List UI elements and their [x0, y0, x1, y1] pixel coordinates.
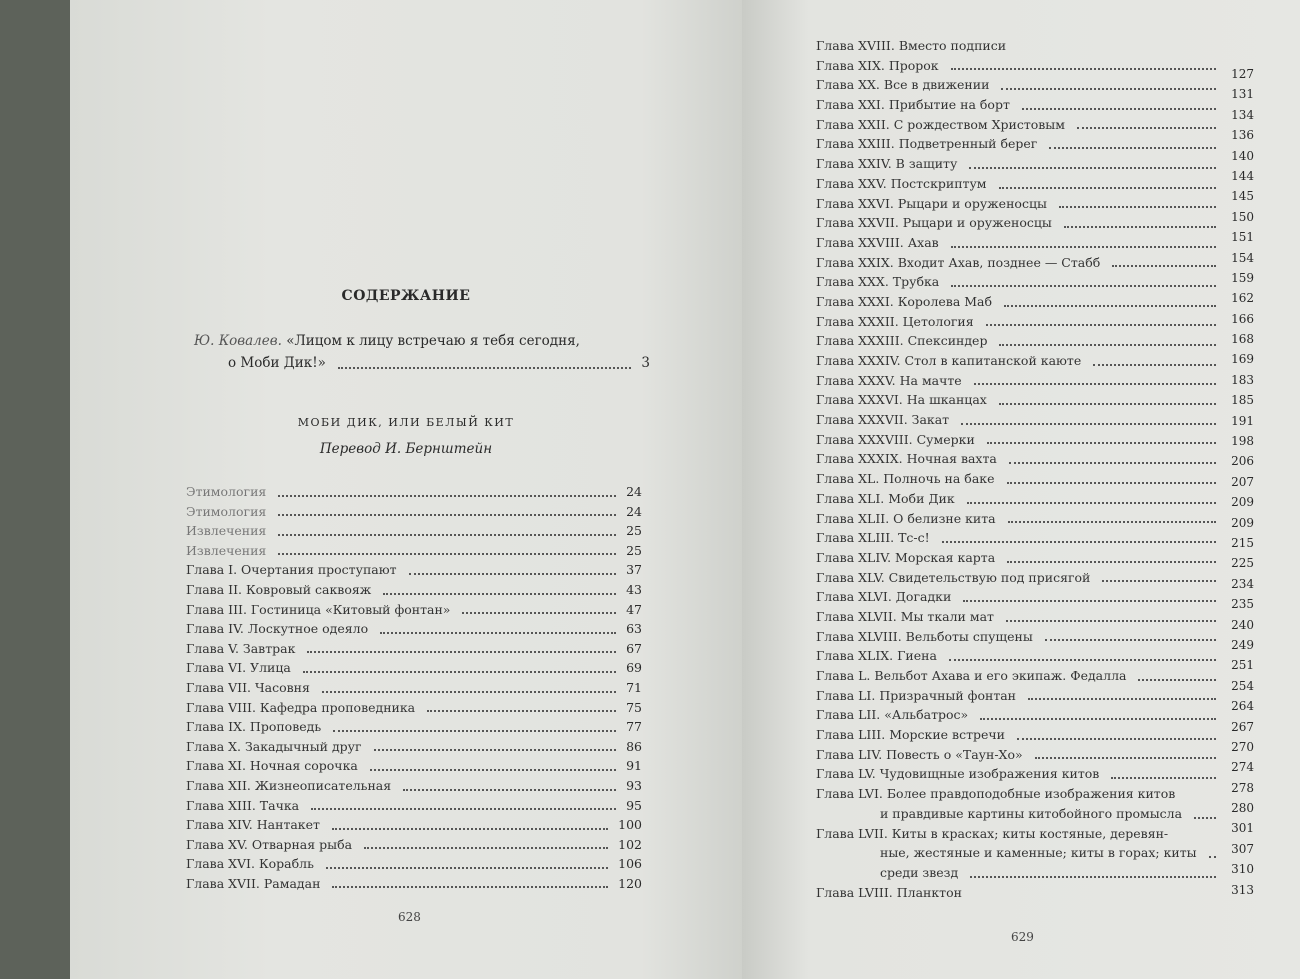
toc-entry — [816, 351, 1226, 371]
entry-title: Глава L. Вельбот Ахава и его экипаж. Федалла — [816, 668, 1127, 683]
dot-leader — [1009, 452, 1216, 464]
entry-title: Глава XLIII. Тс-с! — [816, 530, 930, 546]
translator: Перевод И. Бернштейн — [319, 441, 493, 457]
entry-page: 95 — [626, 797, 642, 813]
dot-leader — [1001, 78, 1216, 90]
entry-page: 106 — [618, 856, 642, 872]
contents-title: СОДЕРЖАНИЕ — [341, 288, 471, 304]
dot-leader — [409, 563, 617, 575]
toc-entry — [816, 784, 1226, 804]
entry-page: 75 — [626, 699, 642, 715]
entry-page: 251 — [1231, 658, 1254, 673]
toc-entry — [816, 607, 1226, 627]
dot-leader — [980, 708, 1216, 720]
entry-title: Глава XIV. Нантакет — [186, 817, 320, 833]
entry-title: Глава XIII. Тачка — [186, 797, 300, 813]
entry-page: 144 — [1231, 168, 1254, 183]
entry-title: Глава XXXV. На мачте — [816, 372, 962, 388]
toc-entry — [186, 521, 642, 541]
entry-title: Глава XII. Жизнеописательная — [186, 777, 392, 793]
toc-entry — [816, 509, 1226, 529]
dot-leader — [462, 602, 616, 614]
entry-page: 43 — [626, 581, 642, 597]
entry-title: Глава XXV. Постскриптум — [816, 175, 987, 191]
entry-page: 270 — [1231, 739, 1254, 754]
entry-page: 310 — [1231, 862, 1254, 877]
entry-page: 24 — [626, 484, 642, 499]
toc-entry — [816, 292, 1226, 312]
entry-title: Глава XXXIX. Ночная вахта — [816, 451, 997, 467]
entry-page: 215 — [1231, 535, 1254, 550]
toc-entry — [186, 639, 642, 659]
entry-title: Глава LII. «Альбатрос» — [816, 707, 969, 723]
toc-entry — [816, 627, 1226, 647]
entry-page: 71 — [626, 679, 642, 695]
entry-title: Глава VII. Часовня — [186, 679, 310, 695]
entry-page: 100 — [618, 817, 642, 833]
dot-leader — [961, 413, 1216, 425]
toc-entry — [816, 666, 1226, 686]
dot-leader — [951, 236, 1216, 248]
intro-author: Ю. Ковалев. — [194, 333, 282, 349]
dot-leader — [332, 818, 608, 830]
page-number: 629 — [1011, 930, 1034, 944]
dot-leader — [1064, 216, 1216, 228]
entry-title: Глава LIII. Морские встречи — [816, 727, 1005, 743]
dot-leader — [380, 622, 616, 634]
entry-title: Глава XXIII. Подветренный берег — [816, 136, 1038, 152]
toc-entry — [816, 371, 1226, 391]
entry-title: Глава X. Закадычный друг — [186, 738, 362, 754]
entry-page: 249 — [1231, 637, 1254, 652]
toc-entry — [816, 587, 1226, 607]
dot-leader — [427, 700, 616, 712]
dot-leader — [963, 590, 1216, 602]
toc-entry — [816, 194, 1226, 214]
entry-title: Глава LIV. Повесть о «Таун-Хо» — [816, 746, 1023, 762]
entry-title: Глава XLVIII. Вельботы спущены — [816, 628, 1033, 644]
toc-entry — [816, 430, 1226, 450]
toc-entry — [816, 725, 1226, 745]
dot-leader — [338, 357, 632, 369]
toc-entry — [816, 843, 1226, 863]
toc-entry — [816, 331, 1226, 351]
toc-entry — [816, 528, 1226, 548]
dot-leader — [1017, 728, 1216, 740]
dot-leader — [333, 720, 616, 732]
entry-page: 154 — [1231, 250, 1254, 265]
entry-page: 191 — [1231, 413, 1254, 428]
entry-title: Глава XXVIII. Ахав — [816, 234, 939, 250]
entry-page: 235 — [1231, 597, 1254, 612]
dot-leader — [278, 524, 616, 536]
entry-title: Глава XLV. Свидетельствую под присягой — [816, 569, 1091, 585]
entry-page: 198 — [1231, 434, 1254, 449]
entry-page: 206 — [1231, 454, 1254, 469]
dot-leader — [951, 275, 1216, 287]
entry-page: 145 — [1231, 189, 1254, 204]
dot-leader — [403, 779, 616, 791]
entry-page: 24 — [626, 503, 642, 519]
toc-right — [816, 36, 1226, 902]
entry-page: 151 — [1231, 230, 1254, 245]
entry-page: 307 — [1231, 841, 1254, 856]
entry-page: 207 — [1231, 474, 1254, 489]
toc-entry — [186, 874, 642, 894]
entry-page: 166 — [1231, 311, 1254, 326]
entry-page: 278 — [1231, 780, 1254, 795]
dot-leader — [1004, 295, 1216, 307]
toc-entry — [816, 764, 1226, 784]
dot-leader — [942, 531, 1216, 543]
toc-entry — [816, 548, 1226, 568]
dot-leader — [1111, 767, 1216, 779]
entry-page: 150 — [1231, 209, 1254, 224]
entry-page: 136 — [1231, 128, 1254, 143]
entry-page: 91 — [626, 758, 642, 774]
entry-title: Глава XVII. Рамадан — [186, 875, 321, 891]
entry-title: Этимология — [186, 484, 267, 499]
dot-leader — [374, 739, 617, 751]
entry-page: 301 — [1231, 821, 1254, 836]
dot-leader — [1049, 137, 1216, 149]
entry-page: 67 — [626, 640, 642, 656]
toc-entry — [816, 390, 1226, 410]
entry-title: Глава IV. Лоскутное одеяло — [186, 621, 369, 637]
entry-title: Глава XXII. С рождеством Христовым — [816, 116, 1065, 132]
dot-leader — [370, 759, 616, 771]
toc-entry — [186, 502, 642, 522]
dot-leader — [1045, 629, 1216, 641]
dot-leader — [970, 866, 1216, 878]
entry-page: 209 — [1231, 495, 1254, 510]
entry-title: Глава V. Завтрак — [186, 640, 296, 656]
toc-entry — [186, 854, 642, 874]
entry-title: Глава XLVI. Догадки — [816, 589, 952, 605]
dot-leader — [1008, 511, 1216, 523]
entry-title: Глава LVIII. Планктон — [816, 884, 962, 900]
page-number: 628 — [398, 910, 421, 924]
intro-entry — [194, 330, 650, 374]
entry-title: Глава XXVII. Рыцари и оруженосцы — [816, 215, 1052, 231]
dot-leader — [1077, 117, 1216, 129]
entry-page: 63 — [626, 621, 642, 637]
toc-entry — [186, 756, 642, 776]
entry-title: Глава LI. Призрачный фонтан — [816, 687, 1017, 703]
dot-leader — [999, 393, 1216, 405]
entry-page: 93 — [626, 777, 642, 793]
toc-entry — [186, 835, 642, 855]
intro-title-cont: о Моби Дик!» — [228, 355, 326, 371]
entry-title: Глава XXXVIII. Сумерки — [816, 431, 975, 447]
entry-title: Этимология — [186, 503, 267, 519]
entry-title: Глава XLVII. Мы ткали мат — [816, 608, 994, 624]
toc-entry — [816, 233, 1226, 253]
toc-entry — [186, 658, 642, 678]
right-page — [742, 0, 1300, 979]
dot-leader — [949, 649, 1216, 661]
entry-title: Глава XXX. Трубка — [816, 274, 940, 290]
entry-title: Глава I. Очертания проступают — [186, 562, 397, 578]
entry-page: 267 — [1231, 719, 1254, 734]
dot-leader — [974, 373, 1216, 385]
dot-leader — [967, 492, 1216, 504]
toc-entry — [816, 174, 1226, 194]
intro-page: 3 — [641, 355, 650, 371]
toc-entry — [186, 678, 642, 698]
entry-title: Глава II. Ковровый саквояж — [186, 581, 372, 597]
entry-title: Глава XXI. Прибытие на борт — [816, 97, 1010, 113]
dot-leader — [1022, 98, 1216, 110]
entry-title: Глава XXXI. Королева Маб — [816, 293, 993, 309]
entry-title: Глава XX. Все в движении — [816, 77, 990, 93]
dot-leader — [303, 661, 616, 673]
toc-entry — [816, 213, 1226, 233]
toc-entry — [816, 75, 1226, 95]
dot-leader — [951, 58, 1216, 70]
toc-entry — [186, 619, 642, 639]
entry-page: 169 — [1231, 352, 1254, 367]
dot-leader — [326, 857, 608, 869]
dot-leader — [1093, 354, 1216, 366]
toc-left — [186, 482, 642, 893]
entry-title: Глава XXIX. Входит Ахав, позднее — Стабб — [816, 254, 1101, 270]
entry-title: Глава III. Гостиница «Китовый фонтан» — [186, 601, 451, 617]
toc-entry — [816, 883, 1226, 903]
entry-title: Глава IX. Проповедь — [186, 719, 322, 735]
entry-title: Глава XXXVII. Закат — [816, 412, 950, 428]
toc-entry — [816, 36, 1226, 56]
dot-leader — [1028, 688, 1216, 700]
dot-leader — [1035, 747, 1216, 759]
entry-title: Глава LV. Чудовищные изображения китов — [816, 766, 1100, 782]
entry-title: Глава XLI. Моби Дик — [816, 490, 955, 506]
entry-page: 225 — [1231, 556, 1254, 571]
toc-entry — [186, 717, 642, 737]
entry-title: Глава XXXVI. На шканцах — [816, 392, 987, 408]
toc-entry — [816, 115, 1226, 135]
dot-leader — [278, 485, 616, 497]
toc-entry — [816, 686, 1226, 706]
entry-page: 127 — [1231, 67, 1254, 81]
entry-page: 47 — [626, 601, 642, 617]
toc-entry — [816, 449, 1226, 469]
entry-title: Глава XLIV. Морская карта — [816, 549, 996, 565]
entry-page: 185 — [1231, 393, 1254, 408]
entry-page: 140 — [1231, 148, 1254, 163]
toc-entry — [186, 698, 642, 718]
dot-leader — [322, 681, 616, 693]
toc-entry — [816, 489, 1226, 509]
entry-title: Глава XXVI. Рыцари и оруженосцы — [816, 195, 1047, 211]
entry-page: 131 — [1231, 87, 1254, 102]
entry-title: Глава XXXIV. Стол в капитанской каюте — [816, 353, 1082, 368]
entry-page: 25 — [626, 542, 642, 558]
entry-title: Глава VI. Улица — [186, 660, 291, 676]
entry-page: 120 — [618, 875, 642, 891]
entry-title: Глава XVIII. Вместо подписи — [816, 38, 1007, 53]
toc-entry — [816, 745, 1226, 765]
dot-leader — [278, 543, 616, 555]
entry-page: 102 — [618, 836, 642, 852]
entry-page: 313 — [1231, 882, 1254, 897]
toc-entry — [816, 272, 1226, 292]
entry-title: Глава XI. Ночная сорочка — [186, 758, 358, 774]
entry-page: 183 — [1231, 372, 1254, 387]
entry-title: Извлечения — [186, 542, 267, 558]
toc-entry — [816, 134, 1226, 154]
toc-entry — [816, 824, 1226, 844]
dot-leader — [1006, 610, 1216, 622]
toc-entry — [816, 568, 1226, 588]
toc-entry — [816, 469, 1226, 489]
toc-entry — [816, 312, 1226, 332]
toc-entry — [186, 560, 642, 580]
toc-entry — [186, 737, 642, 757]
entry-page: 37 — [626, 562, 642, 578]
toc-entry — [816, 95, 1226, 115]
toc-entry — [816, 253, 1226, 273]
dot-leader — [383, 583, 616, 595]
dot-leader — [999, 177, 1216, 189]
entry-page: 159 — [1231, 270, 1254, 285]
dot-leader — [1007, 551, 1216, 563]
toc-entry — [816, 410, 1226, 430]
entry-page: 254 — [1231, 678, 1254, 693]
entry-title: Глава XLII. О белизне кита — [816, 510, 996, 526]
book-title: МОБИ ДИК, ИЛИ БЕЛЫЙ КИТ — [297, 416, 515, 429]
entry-title: Глава VIII. Кафедра проповедника — [186, 699, 416, 715]
dot-leader — [1102, 570, 1216, 582]
toc-entry — [816, 863, 1226, 883]
dot-leader — [1059, 196, 1216, 208]
toc-entry — [816, 646, 1226, 666]
toc-entry — [186, 796, 642, 816]
toc-entry — [816, 154, 1226, 174]
entry-title: Глава XXXIII. Спексиндер — [816, 333, 988, 349]
intro-title: «Лицом к лицу встречаю я тебя сегодня, — [286, 333, 580, 349]
entry-title: Глава XXIV. В защиту — [816, 156, 958, 172]
dot-leader — [987, 432, 1216, 444]
dot-leader — [1007, 472, 1217, 484]
left-page — [70, 0, 742, 979]
entry-title: Извлечения — [186, 523, 267, 539]
entry-title: Глава XL. Полночь на баке — [816, 471, 995, 487]
toc-entry — [186, 600, 642, 620]
entry-page: 280 — [1231, 801, 1254, 816]
entry-page: 240 — [1231, 617, 1254, 632]
toc-entry — [816, 804, 1226, 824]
toc-right-page-numbers — [1202, 64, 1254, 900]
dot-leader — [969, 157, 1216, 169]
entry-title: и правдивые картины китобойного промысла — [880, 805, 1183, 821]
dot-leader — [311, 798, 616, 810]
dot-leader — [278, 504, 616, 516]
entry-page: 134 — [1231, 107, 1254, 122]
entry-title: Глава LVI. Более правдоподобные изображения китов — [816, 786, 1176, 802]
dot-leader — [986, 314, 1216, 326]
entry-page: 162 — [1231, 291, 1254, 306]
entry-page: 234 — [1231, 576, 1254, 591]
entry-page: 209 — [1231, 515, 1254, 530]
dot-leader — [332, 876, 608, 888]
entry-title: Глава XVI. Корабль — [186, 856, 314, 872]
toc-entry — [816, 56, 1226, 76]
entry-title: Глава XLIX. Гиена — [816, 648, 937, 664]
entry-page: 168 — [1231, 332, 1254, 347]
toc-entry — [186, 776, 642, 796]
entry-title: Глава XIX. Пророк — [816, 57, 939, 73]
entry-page: 69 — [626, 660, 642, 676]
entry-title: Глава LVII. Киты в красках; киты костяные, деревян- — [816, 825, 1169, 841]
entry-title: ные, жестяные и каменные; киты в горах; киты — [880, 845, 1197, 861]
dot-leader — [307, 641, 616, 653]
entry-page: 77 — [626, 719, 642, 735]
dot-leader — [999, 334, 1216, 346]
dot-leader — [1112, 255, 1216, 267]
entry-title: среди звезд — [880, 864, 959, 880]
entry-title: Глава XV. Отварная рыба — [186, 836, 353, 852]
entry-title: Глава XXXII. Цетология — [816, 313, 974, 329]
entry-page: 274 — [1231, 760, 1254, 775]
toc-entry — [186, 482, 642, 502]
toc-entry — [186, 580, 642, 600]
entry-page: 264 — [1231, 699, 1254, 714]
dot-leader — [364, 837, 608, 849]
entry-page: 86 — [626, 738, 642, 754]
toc-entry — [816, 705, 1226, 725]
toc-entry — [186, 541, 642, 561]
toc-entry — [186, 815, 642, 835]
entry-page: 25 — [626, 523, 642, 539]
